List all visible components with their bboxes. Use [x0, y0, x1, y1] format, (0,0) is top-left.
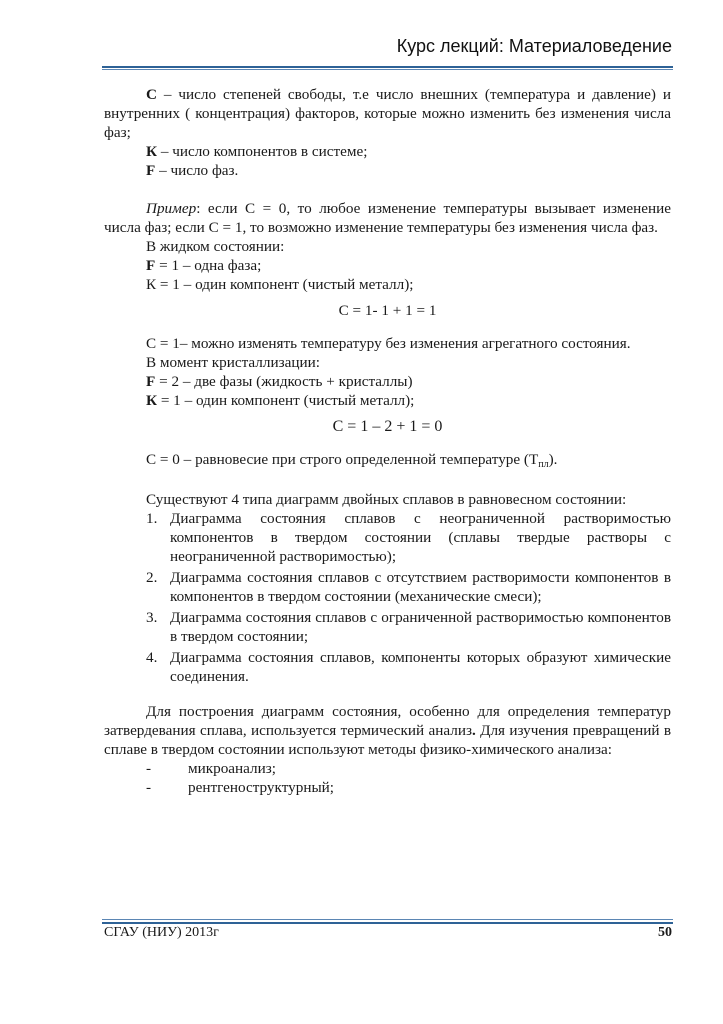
list-item-text: Диаграмма состояния сплавов с отсутствием растворимости компонентов в компонентов в твердом состоянии (механические смеси); — [170, 569, 671, 605]
list-item — [104, 568, 671, 606]
analysis-text-continued: Для изучения превращений в сплаве в твердом состоянии используют методы физико-химического анализа: — [104, 722, 671, 758]
paragraph-example — [104, 199, 671, 237]
crystal-phases — [104, 372, 671, 391]
liquid-f-symbol: F — [146, 257, 156, 274]
page-header-title: Курс лекций: Материаловедение — [396, 36, 672, 56]
header-rule-thin — [102, 69, 673, 70]
paragraph-k-definition — [104, 142, 671, 161]
types-intro: Существуют 4 типа диаграмм двойных сплавов в равновесном состоянии: — [146, 491, 627, 508]
liquid-f-text: = 1 – одна фаза; — [155, 257, 262, 274]
crystal-f-symbol: F — [146, 373, 156, 390]
text-c-definition: – число степеней свободы, т.е число внешних (температура и давление) и внутренних ( концентрация) факторов, которые можно изменить без изменения числа фаз; — [104, 86, 671, 141]
method-text: микроанализ; — [188, 760, 276, 777]
analysis-paragraph — [104, 702, 671, 759]
symbol-k: К — [146, 143, 158, 160]
list-item-number: 4. — [146, 649, 158, 666]
list-item-number: 2. — [146, 569, 158, 586]
symbol-f: F — [146, 162, 156, 179]
page-body — [104, 85, 671, 797]
crystal-formula: С = 1 – 2 + 1 = 0 — [332, 418, 443, 435]
diagram-types-list — [104, 509, 671, 686]
liquid-result: С = 1– можно изменять температуру без изменения агрегатного состояния. — [146, 335, 631, 352]
footer-institution: СГАУ (НИУ) 2013г — [104, 925, 219, 940]
method-text: рентгеноструктурный; — [188, 779, 335, 796]
list-item — [104, 509, 671, 566]
crystal-result-text: С = 0 – равновесие при строго определенной температуре (Т — [146, 451, 539, 468]
paragraph-f-definition — [104, 161, 671, 180]
crystal-heading: В момент кристаллизации: — [146, 354, 320, 371]
example-text: : если С = 0, то любое изменение температуры вызывает изменение числа фаз; если С = 1, то возможно изменение температуры без изменения числа фаз. — [104, 200, 671, 236]
symbol-c: С — [146, 86, 157, 103]
footer-rule-thin — [102, 919, 673, 920]
footer-rule — [102, 922, 673, 924]
list-item-text: Диаграмма состояния сплавов с ограниченной растворимостью компонентов в твердом состоянии; — [170, 609, 671, 645]
analysis-text: Для построения диаграмм состояния, особенно для определения температур затвердевания сплава, используется термический анализ — [104, 703, 671, 739]
crystal-k-text: = 1 – один компонент (чистый металл); — [157, 392, 415, 409]
list-item — [104, 778, 671, 797]
dash-bullet: - — [146, 779, 152, 796]
example-label: Пример — [146, 200, 197, 217]
text-k-definition: – число компонентов в системе; — [157, 143, 368, 160]
list-item-number: 1. — [146, 510, 158, 527]
liquid-components: К = 1 – один компонент (чистый металл); — [146, 276, 414, 293]
crystal-components — [104, 391, 671, 410]
list-item-text: Диаграмма состояния сплавов, компоненты которых образуют химические соединения. — [170, 649, 671, 685]
text-f-definition: – число фаз. — [155, 162, 239, 179]
analysis-bold: . — [471, 722, 476, 739]
crystal-f-text: = 2 – две фазы (жидкость + кристаллы) — [155, 373, 413, 390]
header-rule — [102, 66, 673, 68]
paragraph-c-definition — [104, 85, 671, 142]
liquid-phases — [104, 256, 671, 275]
list-item — [104, 759, 671, 778]
liquid-heading: В жидком состоянии: — [146, 238, 285, 255]
crystal-result — [104, 450, 671, 469]
liquid-formula: С = 1- 1 + 1 = 1 — [338, 302, 437, 319]
list-item-number: 3. — [146, 609, 158, 626]
crystal-k-symbol: К — [146, 392, 158, 409]
list-item — [104, 608, 671, 646]
list-item — [104, 648, 671, 686]
dash-bullet: - — [146, 760, 152, 777]
list-item-text: Диаграмма состояния сплавов с неограниченной растворимостью компонентов в твердом состоянии (сплавы твердые растворы с неограниченной растворимостью); — [170, 510, 671, 565]
page-number: 50 — [658, 925, 672, 940]
crystal-result-subscript: пл — [538, 459, 549, 470]
crystal-result-end: ). — [548, 451, 558, 468]
